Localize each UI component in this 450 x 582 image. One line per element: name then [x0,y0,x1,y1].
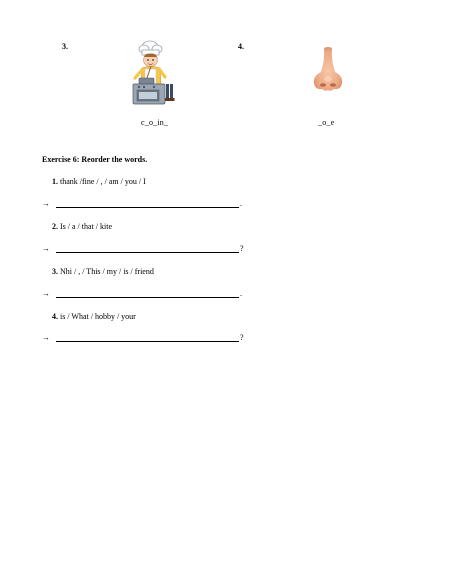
arrow-icon: → [42,289,50,298]
answer-line-2[interactable] [42,244,244,253]
arrow-icon: → [42,244,50,253]
word-hint-4: _o_e [318,118,335,127]
question-words: Is / a / that / kite [60,222,112,231]
end-punctuation: ? [240,244,244,253]
question-1 [52,177,146,186]
end-punctuation: . [240,199,242,208]
question-words: is / What / hobby / your [60,312,136,321]
arrow-icon: → [42,333,50,342]
chef-cooking-illustration [130,40,176,106]
item-number-3: 3. [62,42,68,51]
question-number: 2. [52,222,58,231]
blank-line[interactable] [56,200,239,208]
question-2 [52,222,112,231]
blank-line[interactable] [56,290,239,298]
blank-line[interactable] [56,245,239,253]
end-punctuation: . [240,289,242,298]
blank-line[interactable] [56,334,239,342]
item-number-4: 4. [238,42,244,51]
answer-line-1[interactable] [42,199,242,208]
question-number: 1. [52,177,58,186]
question-words: thank /fine / , / am / you / I [60,177,146,186]
question-4 [52,312,136,321]
question-words: Nhi / , / This / my / is / friend [60,267,154,276]
question-number: 4. [52,312,58,321]
question-3 [52,267,154,276]
answer-line-3[interactable] [42,289,242,298]
nose-illustration [310,46,346,92]
word-hint-3: c_o_in_ [141,118,169,127]
question-number: 3. [52,267,58,276]
answer-line-4[interactable] [42,333,244,342]
arrow-icon: → [42,199,50,208]
exercise-title: Exercise 6: Reorder the words. [42,155,148,164]
end-punctuation: ? [240,333,244,342]
